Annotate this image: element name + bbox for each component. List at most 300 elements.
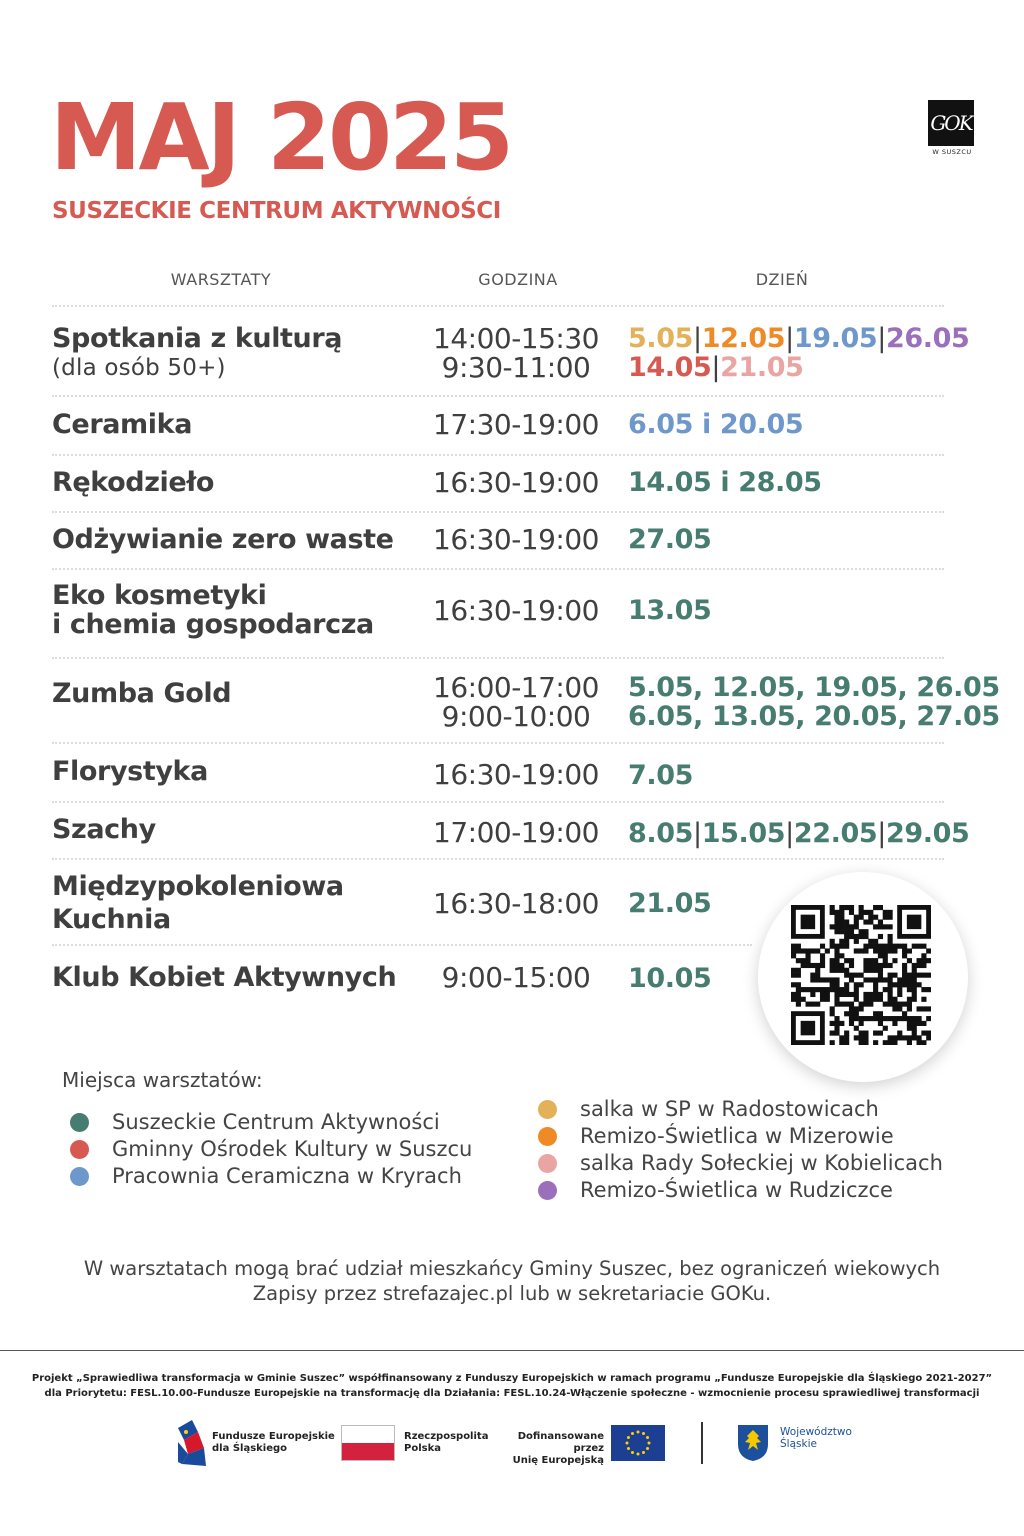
qr-module — [888, 973, 893, 978]
qr-module — [868, 977, 873, 982]
workshop-days-zero-waste: 27.05 — [628, 524, 712, 555]
eu-star — [637, 1431, 640, 1434]
qr-module — [849, 924, 854, 929]
workshop-name-line: Eko kosmetyki — [52, 580, 267, 611]
qr-module — [805, 963, 810, 968]
qr-finder-pattern — [801, 1021, 815, 1035]
legend-label: Remizo-Świetlica w Mizerowie — [580, 1124, 894, 1148]
day-separator: | — [693, 323, 702, 354]
workshop-age-note: (dla osób 50+) — [52, 355, 226, 381]
qr-module — [892, 1040, 897, 1045]
qr-module — [883, 977, 888, 982]
qr-module — [839, 1040, 844, 1045]
qr-module — [873, 1011, 878, 1016]
qr-module — [815, 968, 820, 973]
qr-module — [844, 1040, 849, 1045]
qr-module — [863, 948, 868, 953]
qr-module — [873, 1031, 878, 1036]
qr-module — [805, 948, 810, 953]
gok-logo-mark: GOK — [928, 100, 974, 146]
qr-module — [926, 1035, 931, 1040]
qr-module — [859, 1040, 864, 1045]
qr-module — [830, 924, 835, 929]
qr-module — [892, 982, 897, 987]
qr-module — [917, 944, 922, 949]
qr-module — [834, 915, 839, 920]
legend-item — [70, 1136, 472, 1163]
qr-module — [844, 958, 849, 963]
qr-module — [921, 963, 926, 968]
qr-module — [912, 963, 917, 968]
qr-module — [844, 1035, 849, 1040]
qr-module — [907, 982, 912, 987]
qr-module — [902, 1002, 907, 1007]
qr-module — [854, 1026, 859, 1031]
row-divider — [52, 657, 944, 659]
qr-module — [888, 1035, 893, 1040]
row-divider — [52, 511, 944, 513]
qr-module — [801, 997, 806, 1002]
qr-module — [883, 987, 888, 992]
qr-module — [912, 977, 917, 982]
day-separator: | — [711, 352, 721, 383]
qr-module — [830, 963, 835, 968]
day-date: 15.05 — [701, 818, 786, 849]
qr-module — [907, 958, 912, 963]
qr-module — [917, 973, 922, 978]
qr-module — [883, 924, 888, 929]
qr-module — [830, 958, 835, 963]
qr-module — [892, 1016, 897, 1021]
qr-module — [863, 992, 868, 997]
qr-module — [854, 934, 859, 939]
rp-logo-label — [404, 1431, 488, 1455]
workshop-time-spotkania — [412, 324, 620, 382]
legend-dot — [538, 1181, 557, 1200]
qr-module — [844, 924, 849, 929]
legend-label: salka w SP w Radostowicach — [580, 1097, 879, 1121]
qr-module — [849, 958, 854, 963]
qr-module — [878, 953, 883, 958]
qr-module — [873, 977, 878, 982]
workshop-name-kuchnia — [52, 870, 344, 936]
qr-module — [878, 919, 883, 924]
time-line: 14:00-15:30 — [433, 322, 599, 355]
qr-module — [917, 1035, 922, 1040]
eu-star — [648, 1442, 651, 1445]
qr-module — [892, 1002, 897, 1007]
workshop-days-spotkania — [628, 324, 969, 382]
workshop-name-line: Kuchnia — [52, 904, 171, 935]
qr-module — [888, 1016, 893, 1021]
qr-module — [830, 982, 835, 987]
legend-dot — [538, 1100, 557, 1119]
qr-module — [878, 934, 883, 939]
qr-module — [873, 1040, 878, 1045]
qr-module — [912, 968, 917, 973]
legend-dot — [538, 1154, 557, 1173]
eu-star — [637, 1453, 640, 1456]
qr-module — [834, 953, 839, 958]
qr-module — [834, 1026, 839, 1031]
qr-module — [883, 1026, 888, 1031]
workshop-days-zumba — [628, 673, 1000, 731]
qr-module — [897, 1035, 902, 1040]
eu-star — [642, 1432, 645, 1435]
day-date: 19.05 — [793, 323, 878, 354]
qr-module — [907, 997, 912, 1002]
qr-module — [897, 1031, 902, 1036]
qr-module — [902, 968, 907, 973]
qr-module — [854, 992, 859, 997]
qr-module — [921, 1021, 926, 1026]
qr-module — [892, 1021, 897, 1026]
qr-module — [849, 1011, 854, 1016]
qr-module — [902, 948, 907, 953]
row-divider — [52, 454, 944, 456]
qr-module — [873, 924, 878, 929]
qr-module — [897, 1002, 902, 1007]
qr-module — [912, 987, 917, 992]
qr-module — [834, 1002, 839, 1007]
workshop-days-eko-kosmetyki: 13.05 — [628, 595, 712, 626]
day-date: 21.05 — [720, 352, 804, 383]
qr-module — [921, 1031, 926, 1036]
qr-module — [815, 973, 820, 978]
rp-logo-line: Rzeczpospolita — [404, 1431, 489, 1442]
qr-module — [844, 987, 849, 992]
workshop-name-line: Międzypokoleniowa — [52, 871, 344, 902]
qr-module — [902, 977, 907, 982]
registration-note: Zapisy przez strefazajec.pl lub w sekretariacie GOKu. — [252, 1282, 772, 1305]
workshop-name-line: i chemia gospodarcza — [52, 609, 374, 640]
qr-module — [839, 992, 844, 997]
time-line: 9:30-11:00 — [441, 351, 591, 384]
eu-star — [626, 1442, 629, 1445]
workshop-name-spotkania — [52, 323, 342, 382]
qr-module — [796, 982, 801, 987]
qr-module — [921, 1040, 926, 1045]
qr-module — [839, 1035, 844, 1040]
eu-flag-icon — [611, 1425, 665, 1461]
qr-module — [830, 939, 835, 944]
qr-module — [888, 987, 893, 992]
qr-module — [902, 963, 907, 968]
workshop-time-kuchnia: 16:30-18:00 — [433, 887, 599, 920]
qr-module — [878, 1016, 883, 1021]
fe-logo-label — [212, 1431, 335, 1455]
qr-module — [859, 910, 864, 915]
qr-module — [801, 958, 806, 963]
qr-module — [796, 948, 801, 953]
day-date: 22.05 — [793, 818, 878, 849]
qr-module — [883, 963, 888, 968]
qr-module — [834, 987, 839, 992]
qr-module — [849, 977, 854, 982]
qr-module — [888, 1002, 893, 1007]
qr-module — [868, 963, 873, 968]
legend-item — [538, 1096, 879, 1123]
qr-module — [839, 944, 844, 949]
legend-label: Gminny Ośrodek Kultury w Suszcu — [112, 1137, 473, 1161]
workshop-time-zero-waste: 16:30-19:00 — [433, 523, 599, 556]
qr-module — [878, 977, 883, 982]
qr-module — [863, 997, 868, 1002]
qr-module — [834, 948, 839, 953]
qr-module — [830, 1021, 835, 1026]
workshop-days-florystyka: 7.05 — [628, 760, 694, 791]
time-line: 16:00-17:00 — [433, 671, 599, 704]
workshop-days-kuchnia: 21.05 — [628, 888, 712, 919]
workshop-name-zero-waste: Odżywianie zero waste — [52, 524, 394, 555]
qr-module — [878, 905, 883, 910]
rp-logo-line: Polska — [404, 1443, 441, 1454]
qr-module — [892, 958, 897, 963]
day-separator: | — [693, 818, 702, 849]
gok-logo-caption: W SUSZCU — [932, 148, 972, 156]
silesia-logo-line: Województwo — [780, 1426, 852, 1438]
qr-module — [839, 953, 844, 958]
qr-module — [859, 982, 864, 987]
polish-flag-icon — [341, 1425, 395, 1461]
qr-module — [868, 997, 873, 1002]
silesia-logo-line: Śląskie — [780, 1438, 817, 1450]
qr-module — [791, 948, 796, 953]
qr-module — [897, 982, 902, 987]
qr-module — [907, 987, 912, 992]
qr-finder-pattern — [907, 915, 921, 929]
qr-module — [839, 968, 844, 973]
qr-module — [873, 997, 878, 1002]
qr-module — [859, 948, 864, 953]
qr-module — [801, 963, 806, 968]
qr-module — [844, 1011, 849, 1016]
qr-module — [796, 1002, 801, 1007]
qr-module — [844, 929, 849, 934]
qr-module — [888, 944, 893, 949]
workshop-time-rekodzielo: 16:30-19:00 — [433, 466, 599, 499]
day-separator: | — [877, 323, 886, 354]
qr-module — [849, 992, 854, 997]
qr-module — [921, 953, 926, 958]
qr-module — [863, 910, 868, 915]
qr-module — [912, 1035, 917, 1040]
qr-module — [825, 997, 830, 1002]
qr-module — [921, 987, 926, 992]
qr-module — [854, 1016, 859, 1021]
qr-module — [892, 1006, 897, 1011]
qr-module — [796, 968, 801, 973]
qr-module — [825, 987, 830, 992]
qr-module — [859, 915, 864, 920]
legend-item — [70, 1163, 462, 1190]
fe-logo-line: dla Śląskiego — [212, 1443, 288, 1454]
qr-module — [854, 997, 859, 1002]
qr-module — [830, 977, 835, 982]
workshop-time-eko-kosmetyki: 16:30-19:00 — [433, 594, 599, 627]
qr-module — [839, 905, 844, 910]
qr-module — [892, 948, 897, 953]
qr-module — [854, 973, 859, 978]
qr-module — [883, 958, 888, 963]
qr-module — [878, 1031, 883, 1036]
qr-module — [839, 1002, 844, 1007]
qr-module — [859, 934, 864, 939]
qr-module — [863, 1040, 868, 1045]
workshop-name-rekodzielo: Rękodzieło — [52, 467, 215, 498]
qr-module — [907, 1002, 912, 1007]
qr-module — [873, 992, 878, 997]
qr-module — [796, 992, 801, 997]
qr-module — [883, 944, 888, 949]
days-line — [628, 353, 969, 382]
qr-module — [815, 977, 820, 982]
qr-module — [834, 997, 839, 1002]
qr-module — [791, 982, 796, 987]
qr-module — [888, 963, 893, 968]
legend-item — [538, 1177, 893, 1204]
qr-module — [815, 1002, 820, 1007]
qr-module — [878, 968, 883, 973]
qr-module — [796, 958, 801, 963]
fe-logo-line: Fundusze Europejskie — [212, 1431, 335, 1442]
qr-module — [902, 973, 907, 978]
workshop-days-rekodzielo: 14.05 i 28.05 — [628, 467, 822, 498]
eu-star — [627, 1436, 630, 1439]
qr-module — [912, 973, 917, 978]
qr-module — [805, 1002, 810, 1007]
qr-module — [844, 982, 849, 987]
qr-module — [849, 1016, 854, 1021]
row-divider — [52, 858, 944, 860]
qr-module — [810, 992, 815, 997]
qr-module — [849, 929, 854, 934]
legend-label: salka Rady Sołeckiej w Kobielicach — [580, 1151, 943, 1175]
qr-module — [907, 1040, 912, 1045]
qr-module — [854, 915, 859, 920]
qr-module — [863, 977, 868, 982]
qr-module — [801, 948, 806, 953]
qr-module — [873, 915, 878, 920]
qr-module — [825, 977, 830, 982]
qr-code[interactable] — [791, 905, 931, 1045]
eu-logo-line: Dofinansowane przez — [517, 1431, 604, 1454]
qr-module — [825, 948, 830, 953]
qr-module — [878, 948, 883, 953]
qr-module — [849, 910, 854, 915]
qr-finder-pattern — [801, 915, 815, 929]
qr-module — [921, 958, 926, 963]
qr-module — [796, 997, 801, 1002]
qr-module — [791, 973, 796, 978]
qr-module — [902, 982, 907, 987]
qr-module — [878, 1021, 883, 1026]
qr-module — [868, 919, 873, 924]
qr-module — [873, 958, 878, 963]
qr-code-badge[interactable] — [758, 872, 968, 1082]
row-divider — [52, 568, 944, 570]
qr-module — [897, 1006, 902, 1011]
qr-module — [810, 1002, 815, 1007]
qr-module — [888, 977, 893, 982]
qr-module — [878, 924, 883, 929]
qr-module — [902, 1016, 907, 1021]
qr-module — [791, 953, 796, 958]
qr-module — [830, 905, 835, 910]
qr-module — [868, 944, 873, 949]
qr-module — [844, 1031, 849, 1036]
qr-module — [902, 953, 907, 958]
qr-module — [912, 944, 917, 949]
qr-module — [863, 968, 868, 973]
qr-module — [897, 977, 902, 982]
qr-module — [830, 987, 835, 992]
qr-module — [868, 992, 873, 997]
qr-module — [863, 1031, 868, 1036]
qr-module — [897, 1016, 902, 1021]
qr-module — [868, 968, 873, 973]
logo-divider — [701, 1422, 703, 1464]
qr-module — [834, 944, 839, 949]
qr-module — [926, 1031, 931, 1036]
qr-module — [854, 919, 859, 924]
qr-module — [810, 977, 815, 982]
qr-module — [859, 973, 864, 978]
qr-module — [868, 910, 873, 915]
footer-divider — [0, 1350, 1024, 1351]
qr-module — [917, 1016, 922, 1021]
legend-item — [538, 1123, 894, 1150]
row-divider — [52, 395, 944, 397]
silesia-logo-label — [780, 1426, 852, 1450]
qr-module — [926, 987, 931, 992]
qr-module — [868, 1002, 873, 1007]
qr-module — [907, 1035, 912, 1040]
qr-module — [863, 963, 868, 968]
qr-module — [907, 1016, 912, 1021]
qr-module — [859, 1016, 864, 1021]
qr-module — [849, 934, 854, 939]
fe-logo-icon — [178, 1418, 206, 1466]
qr-module — [917, 1021, 922, 1026]
qr-module — [834, 910, 839, 915]
qr-module — [878, 997, 883, 1002]
qr-module — [834, 919, 839, 924]
qr-module — [830, 910, 835, 915]
silesia-coat-of-arms-icon — [737, 1424, 769, 1462]
legend-title: Miejsca warsztatów: — [62, 1068, 263, 1092]
qr-module — [854, 948, 859, 953]
eu-star — [631, 1432, 634, 1435]
workshop-time-ceramika: 17:30-19:00 — [433, 408, 599, 441]
column-header-day: DZIEŃ — [755, 270, 809, 289]
day-date: 8.05 — [628, 818, 694, 849]
qr-module — [907, 973, 912, 978]
days-line: 5.05, 12.05, 19.05, 26.05 — [628, 672, 1000, 703]
qr-module — [859, 1002, 864, 1007]
qr-module — [844, 939, 849, 944]
qr-module — [907, 948, 912, 953]
workshop-time-szachy: 17:00-19:00 — [433, 816, 599, 849]
qr-module — [849, 973, 854, 978]
qr-module — [926, 958, 931, 963]
qr-module — [810, 973, 815, 978]
qr-module — [873, 968, 878, 973]
qr-module — [892, 973, 897, 978]
qr-module — [878, 944, 883, 949]
qr-module — [888, 948, 893, 953]
eu-logo-label — [492, 1431, 604, 1467]
